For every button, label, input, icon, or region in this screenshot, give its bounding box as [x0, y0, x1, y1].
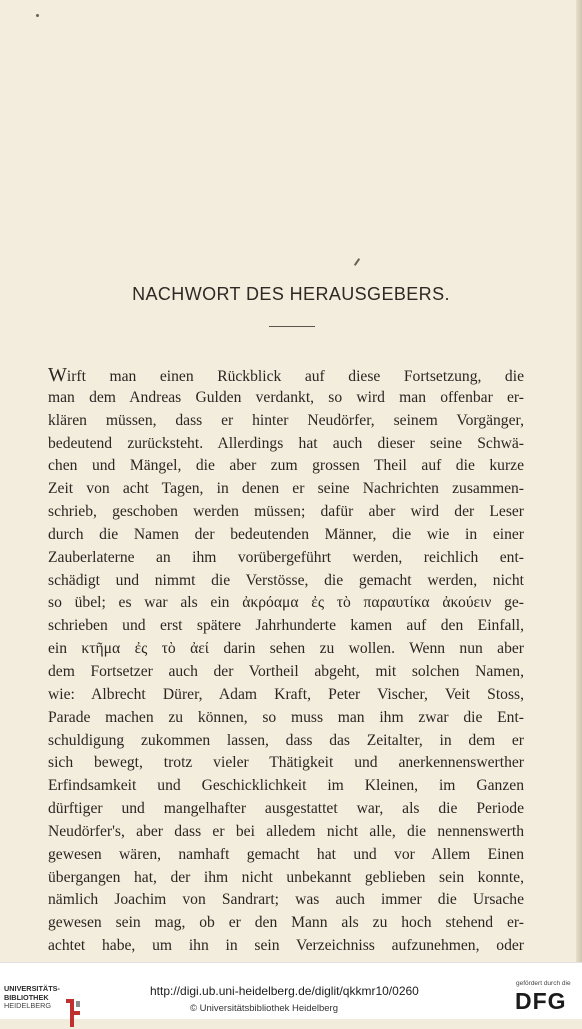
- text-line: gewesen sein mag, ob er den Mann als zu hoch stehend er-: [48, 914, 524, 932]
- library-name-line3: HEIDELBERG: [4, 1001, 52, 1010]
- paper-speck: [36, 14, 39, 17]
- body-text: [48, 364, 524, 958]
- text-line: so übel; es war als ein ἀκρόαμα ἐς τὸ παραυτίκα ἀκούειν ge-: [48, 594, 524, 612]
- library-name: [4, 985, 60, 1011]
- text-line: übergangen hat, der ihm nicht unbekannt geblieben sein konnte,: [48, 868, 524, 886]
- text-line: Erfindsamkeit und Geschicklichkeit im Kleinen, im Ganzen: [48, 777, 524, 795]
- text-line: bedeutend zurücksteht. Allerdings hat auch dieser seine Schwä-: [48, 434, 524, 452]
- funding-note: gefördert durch die: [516, 980, 571, 987]
- text-line: schrieb, geschoben werden müssen; dafür aber wird der Leser: [48, 503, 524, 521]
- text-line: durch die Namen der bedeutenden Männer, die wie in einer: [48, 525, 524, 543]
- text-line: schuldigung zukommen lassen, dass das Zeitalter, in dem er: [48, 731, 524, 749]
- text-line: Zauberlaterne an ihm vorübergeführt werden, reichlich ent-: [48, 548, 524, 566]
- text-line: Parade machen zu können, so muss man ihm zwar die Ent-: [48, 708, 524, 726]
- text-line-content: irft man einen Rückblick auf diese Fortsetzung, die: [66, 368, 524, 385]
- page-title: NACHWORT DES HERAUSGEBERS.: [132, 284, 450, 304]
- text-line: man dem Andreas Gulden verdankt, so wird man offenbar er-: [48, 388, 524, 406]
- library-name-line2: BIBLIOTHEK: [4, 992, 49, 1002]
- text-line: sich bewegt, trotz vieler Thätigkeit und anerkennenswerther: [48, 754, 524, 772]
- heidelberg-crest-icon: [64, 997, 82, 1029]
- dfg-logo[interactable]: DFG: [515, 988, 567, 1014]
- text-line: nämlich Joachim von Sandrart; was auch immer die Ursache: [48, 891, 524, 909]
- library-logo[interactable]: [4, 979, 94, 1013]
- pencil-mark: [354, 258, 360, 266]
- text-line: schädigt und nimmt die Verstösse, die gemacht werden, nicht: [48, 571, 524, 589]
- library-name-line1: UNIVERSITÄTS-: [4, 984, 60, 993]
- text-line: schrieben und erst spätere Jahrhunderte kamen auf den Einfall,: [48, 617, 524, 635]
- text-line: wie: Albrecht Dürer, Adam Kraft, Peter Vischer, Veit Stoss,: [48, 685, 524, 703]
- text-line: [48, 364, 524, 387]
- text-line: gewesen wären, namhaft gemacht hat und vor Allem Einen: [48, 845, 524, 863]
- text-line: ein κτῆμα ἐς τὸ ἀεί darin sehen zu wollen. Wenn nun aber: [48, 640, 524, 658]
- text-line: Zeit von acht Tagen, in denen er seine Nachrichten zusammen-: [48, 480, 524, 498]
- text-line: klären müssen, dass er hinter Neudörfer, seinem Vorgänger,: [48, 411, 524, 429]
- text-line: dürftiger und mangelhafter ausgestattet war, als die Periode: [48, 800, 524, 818]
- text-line: Neudörfer's, aber dass er bei alledem nicht alle, die nennenswerth: [48, 822, 524, 840]
- title-divider: [269, 326, 315, 327]
- text-line: achtet habe, um ihn in sein Verzeichniss aufzunehmen, oder: [48, 937, 524, 955]
- text-line: chen und Mängel, die aber zum grossen Theil auf die kurze: [48, 457, 524, 475]
- page-edge: [576, 0, 582, 962]
- drop-cap: W: [48, 364, 67, 386]
- text-line: dem Fortsetzer auch der Vortheil abgeht, mit solchen Namen,: [48, 662, 524, 680]
- copyright-text: © Universitätsbibliothek Heidelberg: [190, 1003, 338, 1014]
- permalink-url[interactable]: http://digi.ub.uni-heidelberg.de/diglit/qkkmr10/0260: [150, 984, 419, 998]
